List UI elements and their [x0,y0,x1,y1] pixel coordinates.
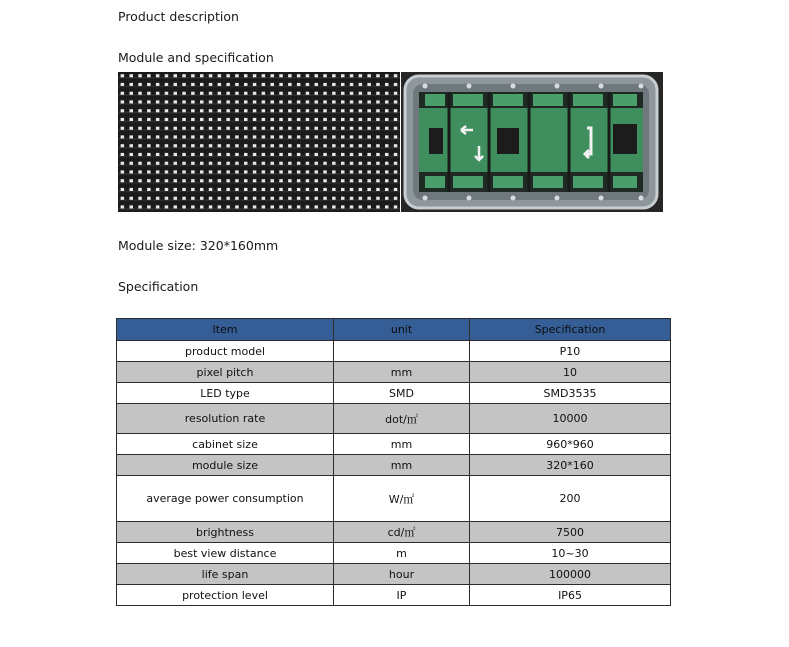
table-row [117,543,671,564]
unit-cell: dot/㎡ [334,404,470,434]
item-cell: average power consumption [117,476,334,522]
item-cell: best view distance [117,543,334,564]
spec-cell: 10000 [470,404,671,434]
spec-cell: 200 [470,476,671,522]
product-description-heading: Product description [118,9,239,24]
unit-cell: m [334,543,470,564]
item-cell: pixel pitch [117,362,334,383]
table-row [117,585,671,606]
spec-cell: 10 [470,362,671,383]
unit-cell: SMD [334,383,470,404]
led-module-back-photo [401,72,663,212]
item-cell: LED type [117,383,334,404]
unit-cell: mm [334,455,470,476]
spec-cell: 960*960 [470,434,671,455]
column-header-specification: Specification [470,319,671,341]
table-row [117,383,671,404]
unit-cell: IP [334,585,470,606]
table-row [117,404,671,434]
spec-cell: 100000 [470,564,671,585]
table-header-row [117,319,671,341]
item-cell: product model [117,341,334,362]
unit-cell: mm [334,362,470,383]
table-row [117,564,671,585]
specification-heading: Specification [118,279,199,294]
item-cell: protection level [117,585,334,606]
item-cell: module size [117,455,334,476]
table-row [117,455,671,476]
spec-cell: 10~30 [470,543,671,564]
module-size-text: Module size: 320*160mm [118,238,279,253]
specification-table [116,318,671,606]
table-row [117,434,671,455]
table-row [117,341,671,362]
spec-cell: SMD3535 [470,383,671,404]
unit-cell [334,341,470,362]
item-cell: brightness [117,522,334,543]
spec-cell: 320*160 [470,455,671,476]
item-cell: cabinet size [117,434,334,455]
spec-cell: P10 [470,341,671,362]
column-header-unit: unit [334,319,470,341]
item-cell: resolution rate [117,404,334,434]
spec-cell: IP65 [470,585,671,606]
table-row [117,522,671,543]
led-module-front-photo [118,72,400,212]
unit-cell: W/㎡ [334,476,470,522]
table-row [117,362,671,383]
unit-cell: mm [334,434,470,455]
table-row [117,476,671,522]
column-header-item: Item [117,319,334,341]
module-and-specification-heading: Module and specification [118,50,274,65]
item-cell: life span [117,564,334,585]
spec-cell: 7500 [470,522,671,543]
unit-cell: cd/㎡ [334,522,470,543]
unit-cell: hour [334,564,470,585]
